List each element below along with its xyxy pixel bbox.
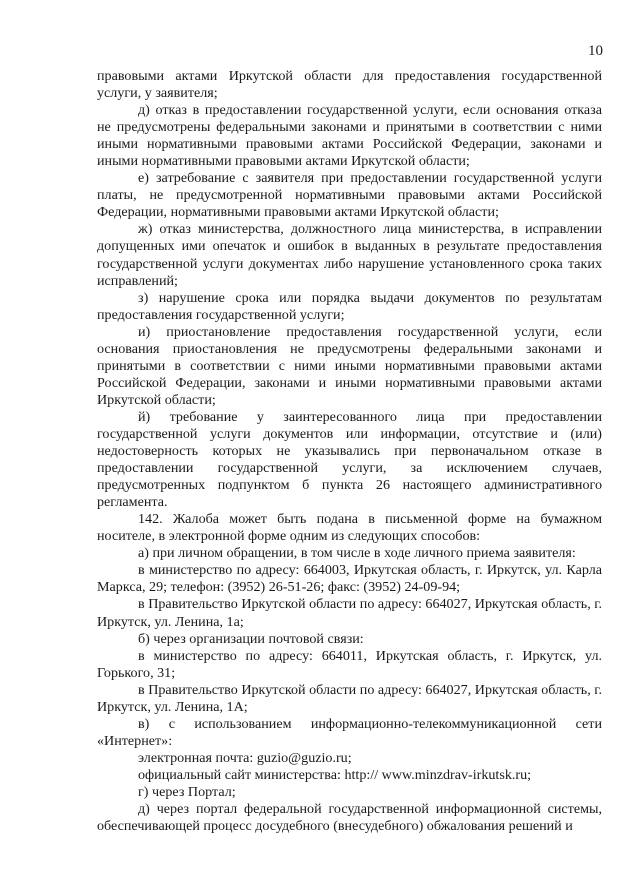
paragraph-item-i-short: й) требование у заинтересованного лица при предоставлении государственной услуги документов или информации, отсутствие и (или) недостоверность которых не указывались при первоначальном отказе в предоставлении государственной услуги, за исключением случаев, предусмотренных подпунктом б пункта 26 настоящего административного регламента.	[97, 408, 602, 511]
paragraph-142: 142. Жалоба может быть подана в письменной форме на бумажном носителе, в электронной форме одним из следующих способов:	[97, 511, 602, 545]
paragraph-item-zh: ж) отказ министерства, должностного лица министерства, в исправлении допущенных ими опечаток и ошибок в выданных в результате предоставления государственной услуги документах либо нарушение установленного срока таких исправлений;	[97, 221, 602, 289]
paragraph-item-b: б) через организации почтовой связи:	[138, 630, 364, 647]
page-number: 10	[588, 43, 603, 59]
paragraph-email: электронная почта: guzio@guzio.ru;	[138, 749, 352, 766]
paragraph-website: официальный сайт министерства: http:// www.minzdrav-irkutsk.ru;	[138, 766, 532, 783]
paragraph-ministry-address-personal: в министерство по адресу: 664003, Иркутская область, г. Иркутск, ул. Карла Маркса, 29; телефон: (3952) 26-51-26; факс: (3952) 24-09-94;	[97, 562, 602, 596]
paragraph-item-g: г) через Портал;	[138, 783, 236, 800]
paragraph-ministry-address-post: в министерство по адресу: 664011, Иркутская область, г. Иркутск, ул. Горького, 31;	[97, 647, 602, 681]
paragraph-item-v: в) с использованием информационно-телекоммуникационной сети «Интернет»:	[97, 715, 602, 749]
paragraph-item-i: и) приостановление предоставления государственной услуги, если основания приостановления не предусмотрены федеральными законами и принятыми в соответствии с ними иными нормативными правовыми актами Российской Федерации, законами и иными нормативными правовыми актами Иркутской области;	[97, 323, 602, 408]
paragraph-item-a: а) при личном обращении, в том числе в ходе личного приема заявителя:	[138, 545, 576, 562]
paragraph-item-d-portal: д) через портал федеральной государственной информационной системы, обеспечивающей процесс досудебного (внесудебного) обжалования решений и	[97, 801, 602, 835]
paragraph-government-address-personal: в Правительство Иркутской области по адресу: 664027, Иркутская область, г. Иркутск, ул. Ленина, 1а;	[97, 596, 602, 630]
document-body	[97, 68, 602, 835]
paragraph-item-z: з) нарушение срока или порядка выдачи документов по результатам предоставления государственной услуги;	[97, 289, 602, 323]
paragraph-item-e: е) затребование с заявителя при предоставлении государственной услуги платы, не предусмотренной нормативными правовыми актами Российской Федерации, нормативными правовыми актами Иркутской области;	[97, 170, 602, 221]
paragraph-government-address-post: в Правительство Иркутской области по адресу: 664027, Иркутская область, г. Иркутск, ул. Ленина, 1А;	[97, 681, 602, 715]
paragraph-item-d: д) отказ в предоставлении государственной услуги, если основания отказа не предусмотрены федеральными законами и принятыми в соответствии с ними иными нормативными правовыми актами Российской Федерации, законами и иными нормативными правовыми актами Иркутской области;	[97, 102, 602, 170]
paragraph-continuation: правовыми актами Иркутской области для предоставления государственной услуги, у заявителя;	[97, 68, 602, 102]
